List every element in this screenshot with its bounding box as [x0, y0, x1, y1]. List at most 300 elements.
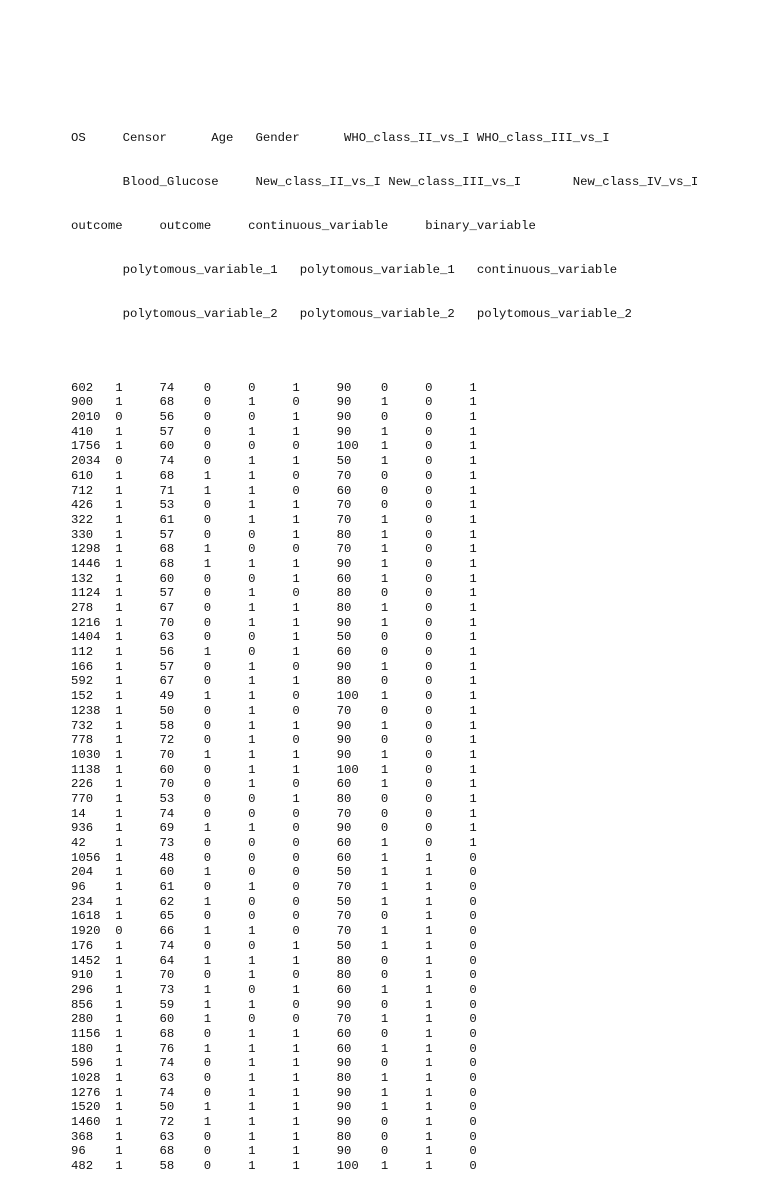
table-cell: 1 — [115, 1159, 123, 1174]
table-cell: 1 — [292, 791, 300, 806]
table-cell: 59 — [159, 997, 175, 1012]
table-cell: 1 — [425, 1085, 433, 1100]
table-cell: 0 — [380, 821, 389, 836]
table-cell: 1 — [248, 556, 256, 571]
table-cell: 1 — [425, 1100, 433, 1115]
table-cell: 1 — [115, 527, 123, 542]
table-cell: 1 — [115, 689, 123, 704]
table-cell: 0 — [292, 395, 300, 410]
table-cell: 1 — [292, 424, 300, 439]
table-cell: 1 — [292, 645, 300, 660]
table-cell: 70 — [336, 468, 352, 483]
table-cell: 1 — [248, 880, 256, 895]
table-cell: 1 — [115, 747, 123, 762]
table-cell: 0 — [292, 821, 300, 836]
table-row — [71, 674, 698, 689]
table-cell: 1 — [248, 1041, 256, 1056]
table-cell: 1 — [469, 806, 477, 821]
table-cell: 0 — [380, 645, 389, 660]
table-cell: 1 — [425, 1144, 433, 1159]
table-cell: 90 — [336, 395, 352, 410]
table-cell: 1 — [115, 1026, 123, 1041]
table-cell: 90 — [336, 424, 352, 439]
table-cell: 0 — [203, 850, 212, 865]
table-row — [71, 1056, 698, 1071]
table-cell: 0 — [292, 542, 300, 557]
table-cell: 1 — [248, 733, 256, 748]
table-cell: 1 — [115, 865, 123, 880]
table-cell: 1 — [380, 1159, 389, 1174]
table-cell: 1 — [115, 542, 123, 557]
table-cell: 1 — [380, 439, 389, 454]
table-row — [71, 484, 698, 499]
table-cell: 0 — [203, 733, 212, 748]
table-cell: 90 — [336, 615, 352, 630]
table-cell: 900 — [71, 395, 94, 410]
table-cell: 1 — [469, 718, 477, 733]
table-cell: 1 — [115, 1012, 123, 1027]
table-cell: 1 — [469, 512, 477, 527]
table-cell: 58 — [159, 1159, 175, 1174]
table-cell: 0 — [380, 806, 389, 821]
table-cell: 0 — [203, 527, 212, 542]
table-cell: 0 — [469, 1085, 477, 1100]
table-cell: 0 — [425, 556, 433, 571]
table-cell: 0 — [203, 380, 212, 395]
table-row — [71, 968, 698, 983]
table-cell: 1 — [203, 542, 212, 557]
table-cell: 0 — [469, 1071, 477, 1085]
table-cell: 1 — [248, 1085, 256, 1100]
table-cell: 0 — [248, 791, 256, 806]
table-cell: 0 — [380, 1056, 389, 1071]
table-row — [71, 939, 698, 954]
table-cell: 0 — [469, 1012, 477, 1027]
table-cell: 60 — [159, 865, 175, 880]
table-row — [71, 439, 698, 454]
table-cell: 732 — [71, 718, 94, 733]
table-row — [71, 425, 698, 440]
table-row — [71, 645, 698, 660]
table-cell: 1404 — [71, 630, 101, 645]
table-row — [71, 865, 698, 880]
table-cell: 770 — [71, 791, 94, 806]
table-cell: 1 — [469, 586, 477, 601]
table-cell: 60 — [336, 1026, 352, 1041]
table-cell: 1 — [380, 982, 389, 997]
table-cell: 1 — [380, 527, 389, 542]
table-cell: 280 — [71, 1012, 94, 1027]
table-cell: 1 — [469, 674, 477, 689]
table-cell: 70 — [159, 747, 175, 762]
table-cell: 67 — [159, 674, 175, 689]
table-cell: 1 — [380, 718, 389, 733]
table-cell: 68 — [159, 395, 175, 410]
table-row — [71, 557, 698, 572]
table-cell: 1 — [115, 733, 123, 748]
table-cell: 1030 — [71, 747, 101, 762]
table-cell: 0 — [203, 703, 212, 718]
table-cell: 0 — [469, 938, 477, 953]
table-cell: 50 — [336, 454, 352, 469]
table-cell: 0 — [292, 468, 300, 483]
table-cell: 176 — [71, 938, 94, 953]
table-cell: 1 — [425, 1056, 433, 1071]
table-cell: 0 — [115, 410, 123, 425]
table-cell: 1 — [469, 836, 477, 850]
table-cell: 70 — [159, 777, 175, 792]
table-cell: 1 — [115, 1115, 123, 1130]
table-cell: 596 — [71, 1056, 94, 1071]
table-cell: 0 — [292, 894, 300, 909]
table-cell: 53 — [159, 498, 175, 513]
table-cell: 1 — [380, 689, 389, 704]
table-cell: 0 — [469, 953, 477, 968]
table-cell: 0 — [380, 468, 389, 483]
table-cell: 48 — [159, 850, 175, 865]
table-cell: 1 — [380, 395, 389, 410]
table-cell: 0 — [292, 483, 300, 498]
table-cell: 0 — [425, 424, 433, 439]
table-cell: 0 — [292, 850, 300, 865]
table-row — [71, 836, 698, 851]
table-cell: 1 — [380, 512, 389, 527]
table-cell: 90 — [336, 821, 352, 836]
data-rows — [71, 381, 698, 1174]
table-cell: 64 — [159, 953, 175, 968]
table-cell: 0 — [380, 703, 389, 718]
table-cell: 0 — [380, 586, 389, 601]
table-cell: 1 — [292, 454, 300, 469]
table-cell: 1 — [469, 410, 477, 425]
table-cell: 1 — [469, 762, 477, 777]
table-cell: 152 — [71, 689, 94, 704]
table-cell: 1 — [292, 556, 300, 571]
table-cell: 0 — [425, 527, 433, 542]
table-cell: 0 — [203, 1144, 212, 1159]
table-cell: 0 — [425, 762, 433, 777]
table-cell: 132 — [71, 571, 94, 586]
table-cell: 1 — [469, 527, 477, 542]
table-cell: 1 — [292, 982, 300, 997]
table-cell: 1 — [292, 718, 300, 733]
table-cell: 0 — [248, 909, 256, 924]
table-cell: 60 — [159, 762, 175, 777]
table-cell: 74 — [159, 454, 175, 469]
table-cell: 50 — [159, 703, 175, 718]
table-cell: 100 — [336, 1159, 359, 1174]
table-cell: 910 — [71, 968, 94, 983]
table-cell: 1 — [380, 615, 389, 630]
table-cell: 1 — [292, 747, 300, 762]
table-cell: 56 — [159, 410, 175, 425]
table-cell: 1 — [115, 586, 123, 601]
table-cell: 1920 — [71, 924, 101, 939]
table-cell: 1 — [469, 542, 477, 557]
table-cell: 0 — [248, 645, 256, 660]
table-cell: 1446 — [71, 556, 101, 571]
table-cell: 1520 — [71, 1100, 101, 1115]
table-cell: 1 — [292, 1041, 300, 1056]
table-cell: 1 — [248, 777, 256, 792]
table-cell: 1 — [115, 1085, 123, 1100]
table-cell: 1 — [115, 1041, 123, 1056]
column-header — [71, 101, 698, 351]
table-cell: 1 — [380, 924, 389, 939]
table-cell: 0 — [425, 498, 433, 513]
table-cell: 1 — [292, 1159, 300, 1174]
table-cell: 0 — [292, 659, 300, 674]
table-cell: 1 — [248, 953, 256, 968]
table-cell: 1 — [469, 821, 477, 836]
table-row — [71, 689, 698, 704]
table-cell: 0 — [292, 880, 300, 895]
table-cell: 1 — [292, 1056, 300, 1071]
table-cell: 1 — [469, 468, 477, 483]
table-cell: 1 — [203, 894, 212, 909]
table-cell: 1 — [425, 909, 433, 924]
table-cell: 71 — [159, 483, 175, 498]
table-cell: 0 — [469, 1100, 477, 1115]
table-cell: 1 — [380, 836, 389, 850]
table-cell: 70 — [159, 615, 175, 630]
table-cell: 368 — [71, 1129, 94, 1144]
table-cell: 0 — [248, 527, 256, 542]
table-cell: 1 — [380, 850, 389, 865]
table-cell: 80 — [336, 674, 352, 689]
table-row — [71, 528, 698, 543]
table-cell: 0 — [292, 865, 300, 880]
table-cell: 63 — [159, 1071, 175, 1085]
header-line: polytomous_variable_1 polytomous_variable_1 continuous_variable — [71, 263, 618, 278]
table-cell: 0 — [425, 615, 433, 630]
table-row — [71, 851, 698, 866]
table-cell: 0 — [469, 850, 477, 865]
table-cell: 1 — [203, 997, 212, 1012]
table-cell: 0 — [203, 1085, 212, 1100]
table-row — [71, 572, 698, 587]
table-cell: 0 — [248, 630, 256, 645]
table-cell: 74 — [159, 380, 175, 395]
table-cell: 1 — [115, 424, 123, 439]
table-cell: 0 — [380, 909, 389, 924]
table-cell: 0 — [203, 718, 212, 733]
table-cell: 1216 — [71, 615, 101, 630]
table-cell: 1 — [203, 865, 212, 880]
table-cell: 0 — [380, 733, 389, 748]
table-cell: 1 — [115, 791, 123, 806]
table-cell: 1 — [248, 1071, 256, 1085]
table-cell: 0 — [425, 821, 433, 836]
data-document — [71, 72, 698, 1189]
table-cell: 100 — [336, 762, 359, 777]
table-cell: 1 — [425, 850, 433, 865]
table-cell: 1 — [248, 821, 256, 836]
table-cell: 60 — [336, 836, 352, 850]
table-cell: 0 — [469, 968, 477, 983]
table-cell: 80 — [336, 791, 352, 806]
table-cell: 1 — [248, 1129, 256, 1144]
table-cell: 610 — [71, 468, 94, 483]
table-row — [71, 733, 698, 748]
table-cell: 1 — [115, 1129, 123, 1144]
table-cell: 2010 — [71, 410, 101, 425]
table-cell: 1 — [425, 982, 433, 997]
table-cell: 1 — [469, 483, 477, 498]
table-row — [71, 924, 698, 939]
table-cell: 70 — [336, 542, 352, 557]
table-row — [71, 616, 698, 631]
table-cell: 1 — [292, 630, 300, 645]
table-cell: 0 — [425, 718, 433, 733]
table-cell: 68 — [159, 1026, 175, 1041]
table-cell: 0 — [248, 410, 256, 425]
table-cell: 0 — [425, 645, 433, 660]
table-cell: 1028 — [71, 1071, 101, 1085]
table-cell: 1 — [203, 982, 212, 997]
table-cell: 70 — [336, 703, 352, 718]
table-cell: 0 — [425, 747, 433, 762]
table-cell: 1 — [248, 395, 256, 410]
table-cell: 1 — [380, 1085, 389, 1100]
table-cell: 0 — [203, 909, 212, 924]
table-cell: 68 — [159, 468, 175, 483]
table-cell: 90 — [336, 1115, 352, 1130]
table-cell: 1 — [115, 953, 123, 968]
table-cell: 482 — [71, 1159, 94, 1174]
table-cell: 1 — [115, 645, 123, 660]
table-cell: 1 — [469, 571, 477, 586]
table-cell: 0 — [425, 733, 433, 748]
table-cell: 1 — [115, 601, 123, 615]
table-row — [71, 1086, 698, 1101]
table-cell: 57 — [159, 586, 175, 601]
table-cell: 80 — [336, 953, 352, 968]
table-cell: 1 — [203, 556, 212, 571]
table-cell: 0 — [248, 836, 256, 850]
table-cell: 72 — [159, 733, 175, 748]
table-cell: 1 — [292, 938, 300, 953]
table-cell: 1 — [248, 1159, 256, 1174]
table-cell: 1298 — [71, 542, 101, 557]
table-cell: 0 — [425, 380, 433, 395]
table-cell: 0 — [203, 571, 212, 586]
table-cell: 1 — [469, 498, 477, 513]
table-cell: 1 — [115, 1071, 123, 1085]
table-cell: 0 — [469, 924, 477, 939]
table-cell: 0 — [248, 542, 256, 557]
table-cell: 0 — [380, 997, 389, 1012]
table-cell: 1 — [115, 821, 123, 836]
header-line: Blood_Glucose New_class_II_vs_I New_class_III_vs_I New_class_IV_vs_I — [71, 174, 699, 189]
table-cell: 0 — [248, 439, 256, 454]
table-cell: 65 — [159, 909, 175, 924]
table-cell: 278 — [71, 601, 94, 615]
table-row — [71, 601, 698, 616]
table-cell: 57 — [159, 527, 175, 542]
table-cell: 0 — [425, 395, 433, 410]
table-cell: 1 — [115, 556, 123, 571]
table-cell: 0 — [115, 924, 123, 939]
table-cell: 1 — [292, 953, 300, 968]
table-row — [71, 410, 698, 425]
table-cell: 0 — [203, 968, 212, 983]
table-cell: 1 — [469, 601, 477, 615]
header-line: polytomous_variable_2 polytomous_variable_2 polytomous_variable_2 — [71, 307, 632, 322]
table-cell: 1 — [115, 997, 123, 1012]
table-cell: 76 — [159, 1041, 175, 1056]
table-cell: 1 — [380, 938, 389, 953]
table-cell: 1 — [425, 1012, 433, 1027]
table-cell: 0 — [203, 1159, 212, 1174]
table-cell: 0 — [203, 512, 212, 527]
table-cell: 1452 — [71, 953, 101, 968]
table-cell: 62 — [159, 894, 175, 909]
table-cell: 0 — [425, 439, 433, 454]
table-cell: 426 — [71, 498, 94, 513]
table-cell: 80 — [336, 968, 352, 983]
table-row — [71, 807, 698, 822]
table-cell: 0 — [380, 1144, 389, 1159]
table-cell: 1 — [292, 1129, 300, 1144]
table-cell: 1 — [115, 615, 123, 630]
table-cell: 0 — [425, 586, 433, 601]
table-cell: 1 — [248, 498, 256, 513]
table-cell: 0 — [469, 909, 477, 924]
table-cell: 80 — [336, 1129, 352, 1144]
table-cell: 1 — [425, 1129, 433, 1144]
table-cell: 1 — [425, 938, 433, 953]
table-cell: 1 — [115, 498, 123, 513]
table-cell: 0 — [203, 836, 212, 850]
table-cell: 1 — [115, 439, 123, 454]
table-cell: 1156 — [71, 1026, 101, 1041]
header-line: OS Censor Age Gender WHO_class_II_vs_I WHO_class_III_vs_I — [71, 130, 610, 145]
table-cell: 1 — [425, 968, 433, 983]
table-cell: 322 — [71, 512, 94, 527]
table-cell: 73 — [159, 982, 175, 997]
table-cell: 0 — [469, 865, 477, 880]
table-cell: 0 — [292, 586, 300, 601]
table-cell: 1 — [248, 1056, 256, 1071]
table-cell: 0 — [203, 659, 212, 674]
table-cell: 0 — [380, 498, 389, 513]
table-cell: 60 — [336, 571, 352, 586]
table-cell: 60 — [336, 777, 352, 792]
table-cell: 0 — [248, 938, 256, 953]
table-row — [71, 909, 698, 924]
table-row — [71, 498, 698, 513]
table-cell: 100 — [336, 689, 359, 704]
table-cell: 0 — [292, 997, 300, 1012]
table-cell: 0 — [469, 982, 477, 997]
table-cell: 0 — [380, 380, 389, 395]
table-cell: 0 — [248, 806, 256, 821]
table-row — [71, 1100, 698, 1115]
table-cell: 90 — [336, 718, 352, 733]
table-cell: 1138 — [71, 762, 101, 777]
table-cell: 53 — [159, 791, 175, 806]
table-cell: 1 — [469, 703, 477, 718]
table-cell: 0 — [292, 836, 300, 850]
table-row — [71, 586, 698, 601]
table-cell: 1 — [292, 498, 300, 513]
table-cell: 1 — [425, 1159, 433, 1174]
table-cell: 1 — [115, 982, 123, 997]
table-cell: 0 — [203, 777, 212, 792]
table-cell: 1 — [248, 968, 256, 983]
table-cell: 0 — [292, 806, 300, 821]
